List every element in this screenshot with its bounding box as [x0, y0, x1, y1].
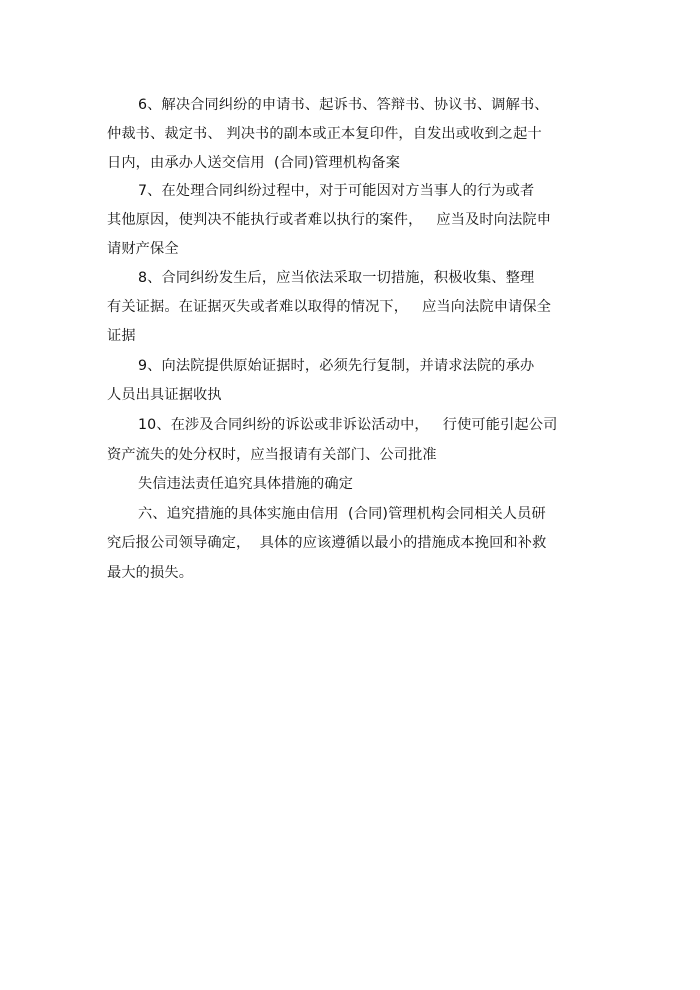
text-line: 9、向法院提供原始证据时，必须先行复制，并请求法院的承办 — [138, 358, 535, 374]
text-line: 人员出具证据收执 — [107, 387, 222, 403]
text-line: 证据 — [107, 328, 136, 344]
text-line: 六、追究措施的具体实施由信用 (合同)管理机构会同相关人员研 — [138, 506, 546, 522]
text-line: 日内，由承办人送交信用 (合同)管理机构备案 — [107, 155, 401, 171]
text-line: 7、在处理合同纠纷过程中，对于可能因对方当事人的行为或者 — [138, 183, 535, 199]
text-line: 最大的损失。 — [107, 565, 194, 581]
text-line: 请财产保全 — [107, 241, 179, 257]
text-line: 其他原因，使判决不能执行或者难以执行的案件， 应当及时向法院申 — [107, 212, 552, 228]
text-line: 6、解决合同纠纷的申请书、起诉书、答辩书、协议书、调解书、 — [138, 97, 549, 113]
text-line: 究后报公司领导确定， 具体的应该遵循以最小的措施成本挽回和补救 — [107, 535, 547, 551]
text-line: 8、合同纠纷发生后，应当依法采取一切措施，积极收集、整理 — [138, 270, 535, 286]
text-line: 资产流失的处分权时，应当报请有关部门、公司批准 — [107, 447, 437, 463]
text-line: 仲裁书、裁定书、 判决书的副本或正本复印件，自发出或收到之起十 — [107, 126, 542, 142]
text-line: 有关证据。在证据灭失或者难以取得的情况下， 应当向法院申请保全 — [107, 299, 552, 315]
text-line: 失信违法责任追究具体措施的确定 — [138, 476, 354, 492]
text-line: 10、在涉及合同纠纷的诉讼或非诉讼活动中， 行使可能引起公司 — [138, 417, 558, 433]
